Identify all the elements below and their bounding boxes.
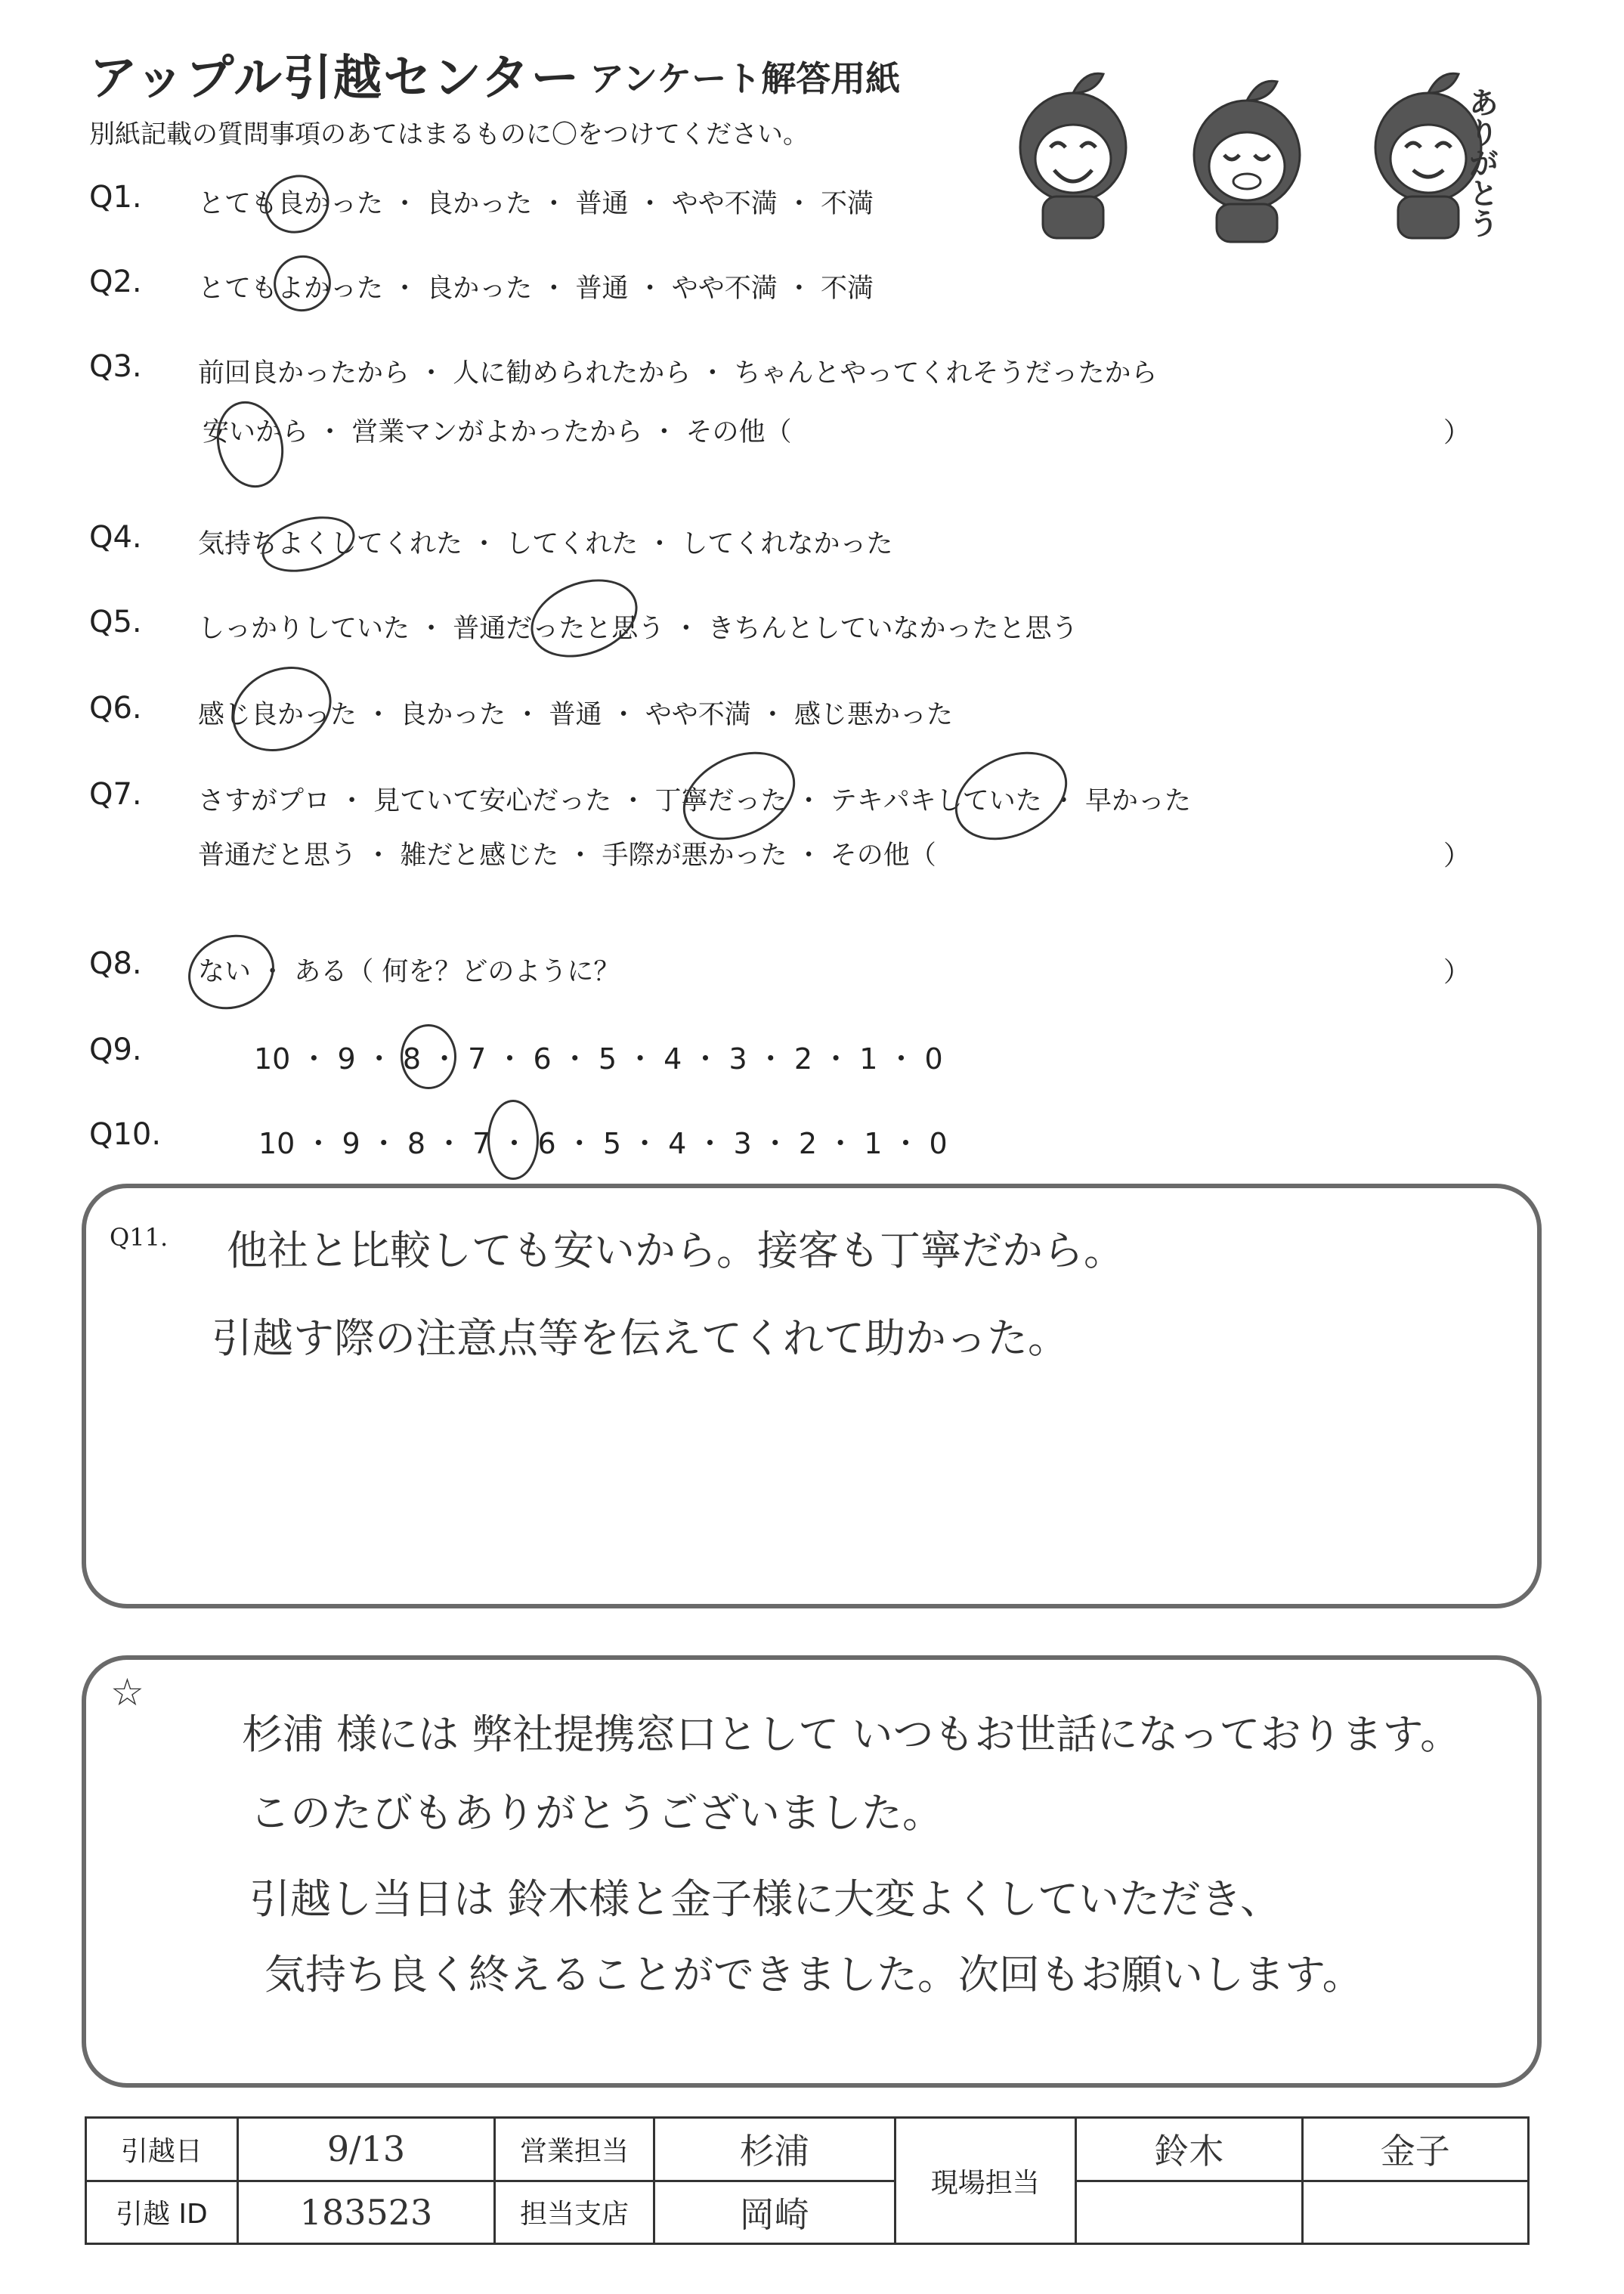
move-date-value: 9/13 xyxy=(237,2118,495,2181)
site-label: 現場担当 xyxy=(895,2118,1076,2244)
monkey-mascot-illustration xyxy=(998,42,1527,246)
branch-value: 岡崎 xyxy=(654,2181,895,2244)
sales-value: 杉浦 xyxy=(654,2118,895,2181)
q10-label: Q10. xyxy=(89,1117,162,1152)
q1-label: Q1. xyxy=(89,180,142,215)
move-id-label: 引越 ID xyxy=(86,2181,238,2244)
q8-label: Q8. xyxy=(89,946,142,981)
q4-label: Q4. xyxy=(89,520,142,555)
q2-label: Q2. xyxy=(89,265,142,299)
site-staff-2: 金子 xyxy=(1302,2118,1528,2181)
star-icon: ☆ xyxy=(110,1670,144,1714)
site-staff-empty-2 xyxy=(1302,2181,1528,2244)
q3-options-line1: 前回良かったから ・ 人に勧められたから ・ ちゃんとやってくれそうだったから xyxy=(198,358,1158,389)
branch-label: 担当支店 xyxy=(495,2181,654,2244)
q5-label: Q5. xyxy=(89,605,142,639)
q9-selection-circle xyxy=(401,1024,456,1089)
q1-selection-circle xyxy=(257,166,338,243)
q5-options: しっかりしていた ・ 普通だったと思う ・ きちんとしていなかったと思う xyxy=(198,614,1078,644)
form-subtitle: アンケート解答用紙 xyxy=(589,58,901,99)
monkey-middle-icon xyxy=(1194,81,1300,242)
q6-selection-circle xyxy=(218,651,345,767)
q9-scale: 10 ・ 9 ・ 8 ・ 7 ・ 6 ・ 5 ・ 4 ・ 3 ・ 2 ・ 1 ・ 0 xyxy=(254,1042,943,1076)
staff-comment-line1: 杉浦 様には 弊社提携窓口として いつもお世話になっております。 xyxy=(242,1710,1462,1758)
move-date-label: 引越日 xyxy=(86,2118,238,2181)
q6-options: 感じ良かった ・ 良かった ・ 普通 ・ やや不満 ・ 感じ悪かった xyxy=(198,700,954,730)
q9-label: Q9. xyxy=(89,1032,142,1067)
q7-options-line2: 普通だと思う ・ 雑だと感じた ・ 手際が悪かった ・ その他（ xyxy=(198,841,936,871)
q3-label: Q3. xyxy=(89,349,142,384)
mascot-text: ありがとう xyxy=(1464,87,1499,238)
staff-comment-line2: このたびもありがとうございました。 xyxy=(249,1789,943,1837)
q8-selection-circle xyxy=(178,923,285,1021)
q8-options: ない ・ ある（ 何を？どのように？ xyxy=(198,957,620,987)
q7-options-line1: さすがプロ ・ 見ていて安心だった ・ 丁寧だった ・ テキパキしていた ・ 早かった xyxy=(198,786,1192,816)
q8-close-paren: ） xyxy=(1443,957,1471,988)
monkey-left-icon xyxy=(1020,73,1126,238)
q11-answer-line2: 引越す際の注意点等を伝えてくれて助かった。 xyxy=(212,1314,1069,1362)
q5-selection-circle xyxy=(520,565,648,671)
sales-label: 営業担当 xyxy=(495,2118,654,2181)
q4-selection-circle xyxy=(255,507,360,581)
site-staff-1: 鈴木 xyxy=(1076,2118,1302,2181)
q3-selection-circle xyxy=(207,394,292,495)
q7-selection-circle-2 xyxy=(941,735,1081,857)
company-title: アップル引越センター xyxy=(89,51,581,107)
q4-options: 気持ちよくしてくれた ・ してくれた ・ してくれなかった xyxy=(198,529,893,559)
move-id-value: 183523 xyxy=(237,2181,495,2244)
q7-close-paren: ） xyxy=(1443,841,1471,871)
q1-options: とても良かった ・ 良かった ・ 普通 ・ やや不満 ・ 不満 xyxy=(198,189,874,219)
q10-scale: 10 ・ 9 ・ 8 ・ 7 ・ 6 ・ 5 ・ 4 ・ 3 ・ 2 ・ 1 ・ 0 xyxy=(258,1127,948,1160)
q10-selection-circle xyxy=(487,1100,539,1180)
q2-options: とてもよかった ・ 良かった ・ 普通 ・ やや不満 ・ 不満 xyxy=(198,274,874,304)
q11-label: Q11. xyxy=(110,1223,169,1252)
staff-comment-line4: 気持ち良く終えることができました。次回もお願いします。 xyxy=(264,1951,1363,1998)
q7-label: Q7. xyxy=(89,777,142,812)
site-staff-empty-1 xyxy=(1076,2181,1302,2244)
q6-label: Q6. xyxy=(89,691,142,726)
footer-info-table xyxy=(85,2116,1530,2245)
instruction-text: 別紙記載の質問事項のあてはまるものに〇をつけてください。 xyxy=(89,119,809,150)
staff-comment-line3: 引越し当日は 鈴木様と金子様に大変よくしていただき、 xyxy=(249,1875,1282,1923)
q2-selection-circle xyxy=(266,247,339,320)
q3-options-line2: 安いから ・ 営業マンがよかったから ・ その他（ xyxy=(203,417,792,447)
q3-close-paren: ） xyxy=(1443,417,1471,448)
q11-answer-line1: 他社と比較しても安いから。接客も丁寧だから。 xyxy=(227,1227,1124,1274)
